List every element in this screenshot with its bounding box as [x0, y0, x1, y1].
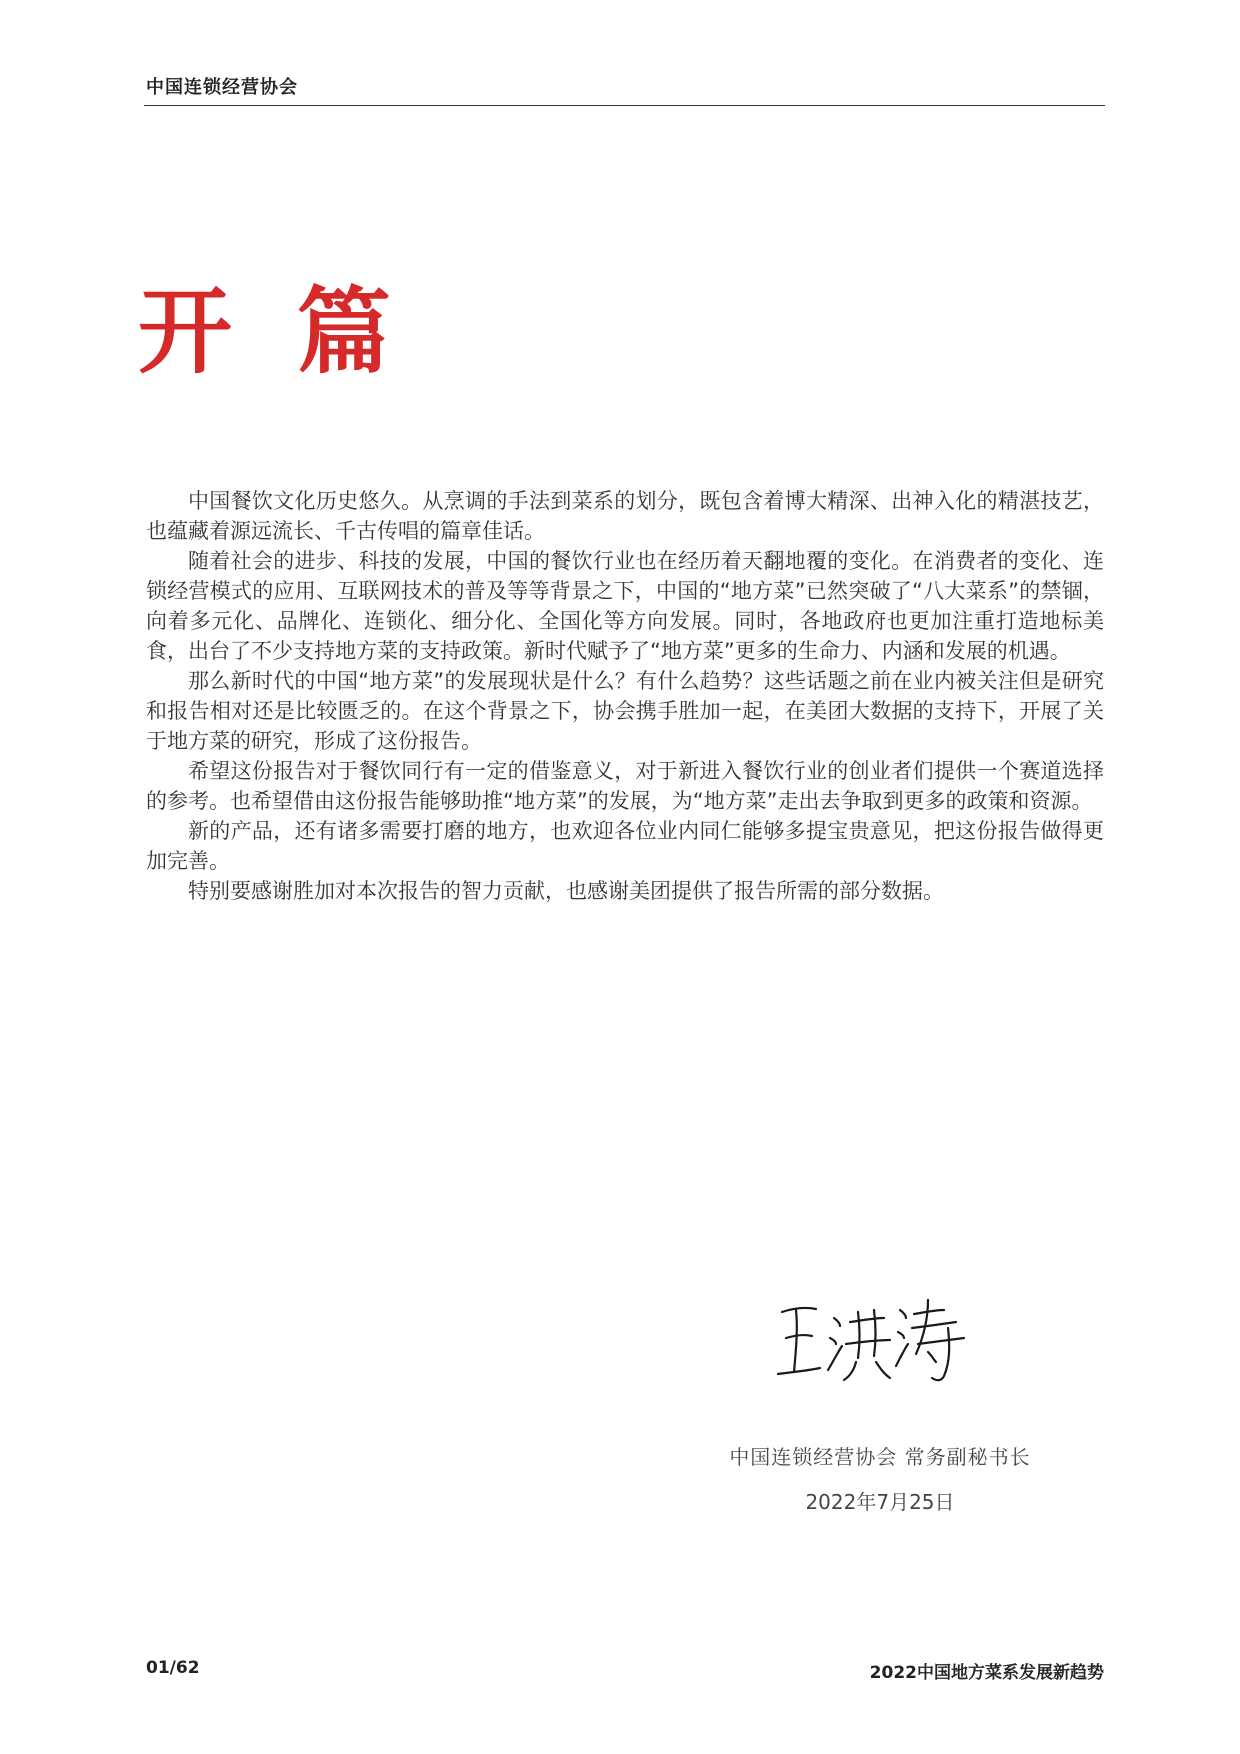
paragraph: 中国餐饮文化历史悠久。从烹调的手法到菜系的划分，既包含着博大精深、出神入化的精湛技艺，也蕴藏着源远流长、千古传唱的篇章佳话。 [146, 489, 1104, 543]
header-divider [144, 105, 1105, 106]
paragraph: 特别要感谢胜加对本次报告的智力贡献，也感谢美团提供了报告所需的部分数据。 [188, 879, 944, 903]
report-title: 2022中国地方菜系发展新趋势 [869, 1663, 1104, 1683]
handwritten-signature [772, 1288, 972, 1402]
signatory-title: 中国连锁经营协会 常务副秘书长 [729, 1445, 1031, 1469]
body-text [146, 486, 1104, 906]
paragraph: 随着社会的进步、科技的发展，中国的餐饮行业也在经历着天翻地覆的变化。在消费者的变化、连锁经营模式的应用、互联网技术的普及等等背景之下，中国的“地方菜”已然突破了“八大菜系”的禁锢，向着多元化、品牌化、连锁化、细分化、全国化等方向发展。同时，各地政府也更加注重打造地标美食，出台了不少支持地方菜的支持政策。新时代赋予了“地方菜”更多的生命力、内涵和发展的机遇。 [146, 549, 1104, 663]
page-title: 开 篇 [138, 278, 407, 387]
paragraph: 新的产品，还有诸多需要打磨的地方，也欢迎各位业内同仁能够多提宝贵意见，把这份报告做得更加完善。 [146, 819, 1104, 873]
paragraph: 那么新时代的中国“地方菜”的发展现状是什么？有什么趋势？这些话题之前在业内被关注但是研究和报告相对还是比较匮乏的。在这个背景之下，协会携手胜加一起，在美团大数据的支持下，开展了关于地方菜的研究，形成了这份报告。 [146, 669, 1104, 753]
paragraph: 希望这份报告对于餐饮同行有一定的借鉴意义，对于新进入餐饮行业的创业者们提供一个赛道选择的参考。也希望借由这份报告能够助推“地方菜”的发展，为“地方菜”走出去争取到更多的政策和资源。 [146, 759, 1104, 813]
header-org-name: 中国连锁经营协会 [146, 77, 298, 98]
page-number: 01/62 [146, 1658, 200, 1678]
signature-date: 2022年7月25日 [805, 1490, 955, 1514]
